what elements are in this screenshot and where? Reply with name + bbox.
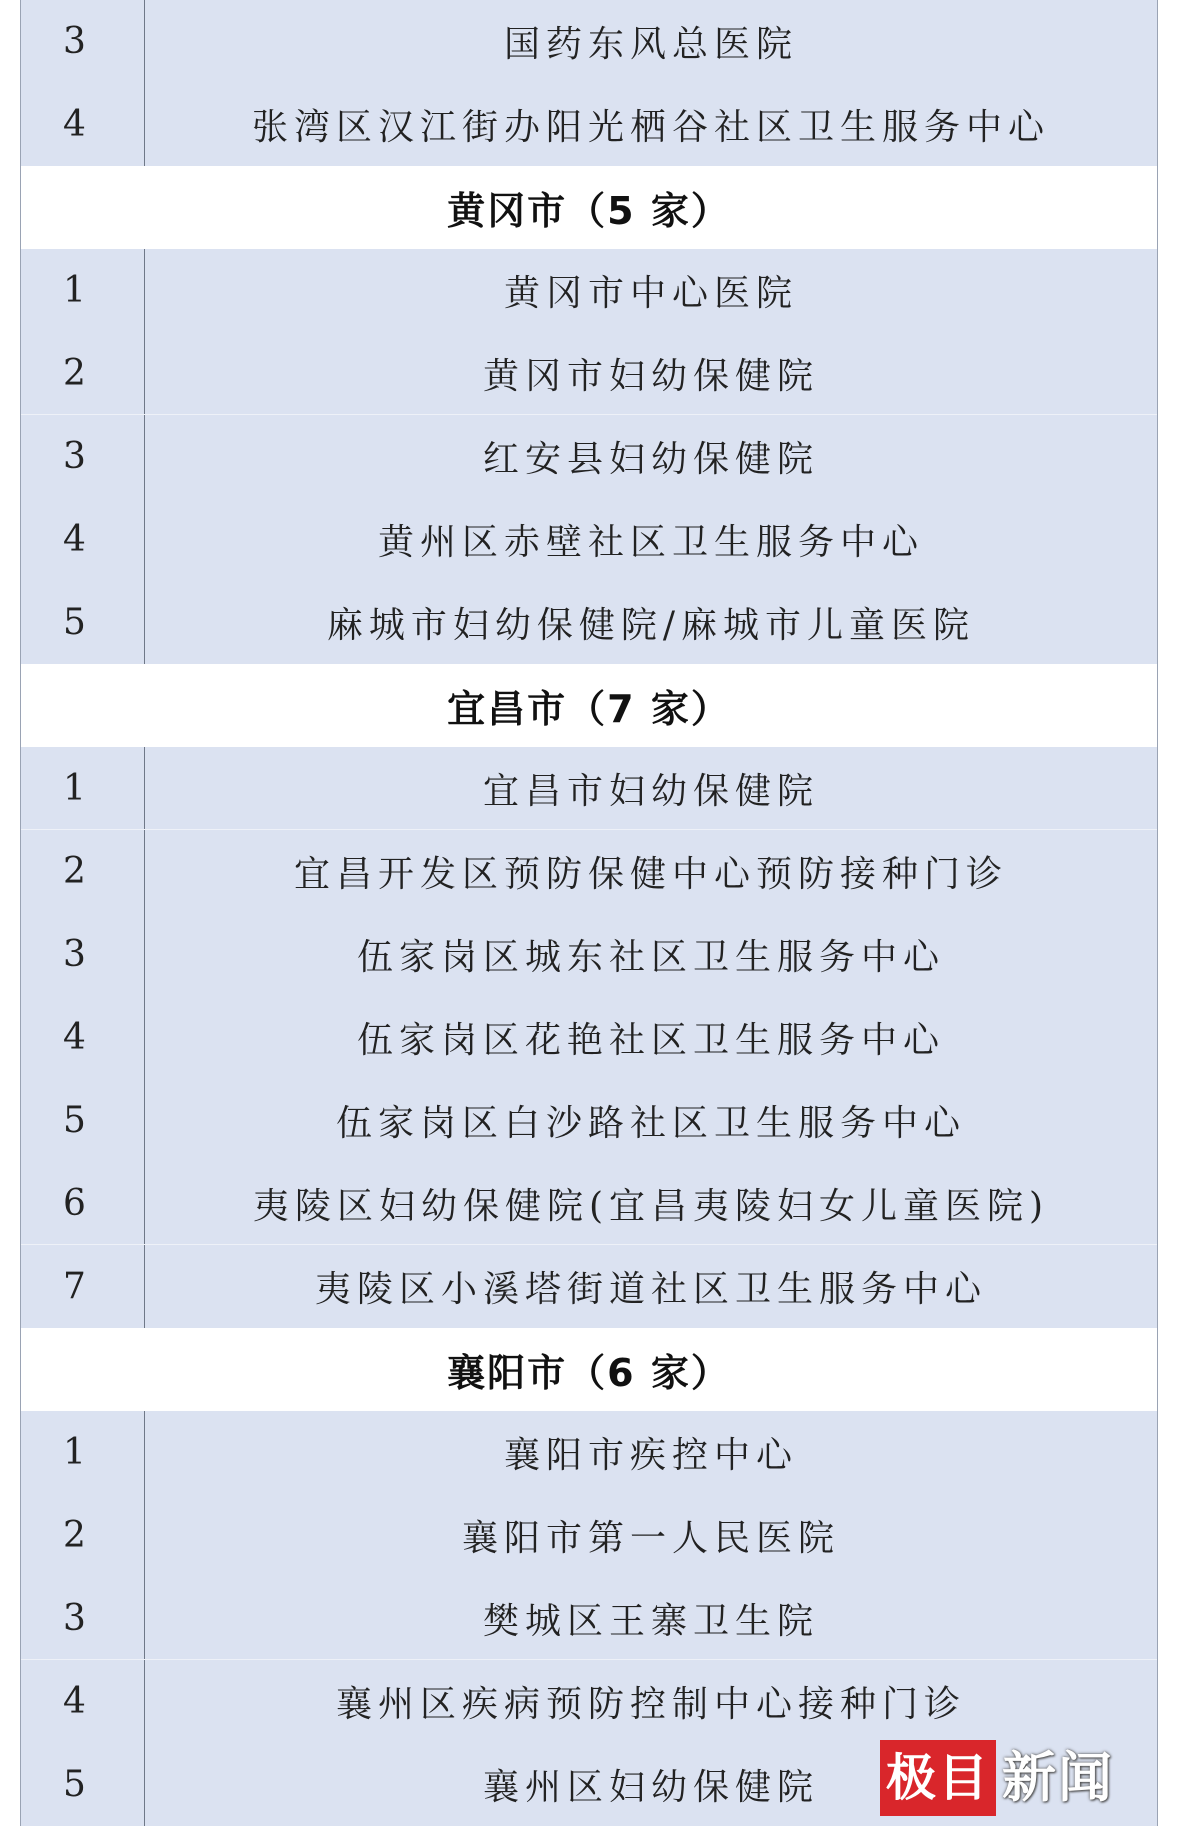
institution-name: 襄阳市第一人民医院 [461, 1518, 840, 1559]
table-row [21, 249, 1157, 332]
row-number: 1 [21, 1411, 145, 1494]
row-number: 2 [21, 830, 145, 913]
row-number: 3 [21, 0, 145, 83]
row-number: 2 [21, 1494, 145, 1577]
institution-name: 国药东风总医院 [503, 24, 798, 65]
row-number: 1 [21, 249, 145, 332]
row-number: 4 [21, 498, 145, 581]
watermark-text: 新闻 [1002, 1746, 1114, 1809]
row-number: 3 [21, 913, 145, 996]
institution-name: 夷陵区小溪塔街道社区卫生服务中心 [314, 1269, 987, 1310]
institution-name: 宜昌开发区预防保健中心预防接种门诊 [293, 854, 1008, 895]
institution-name: 红安县妇幼保健院 [482, 439, 819, 480]
row-number: 4 [21, 996, 145, 1079]
city-section-header: 襄阳市（6 家） [21, 1328, 1157, 1411]
institution-name: 黄冈市妇幼保健院 [482, 355, 819, 397]
row-number: 3 [21, 415, 145, 498]
row-number: 1 [21, 747, 145, 829]
row-number: 5 [21, 1743, 145, 1826]
table-row [21, 83, 1157, 166]
institution-name: 伍家岗区白沙路社区卫生服务中心 [335, 1103, 966, 1144]
table-row [21, 1162, 1157, 1245]
city-section-header: 黄冈市（5 家） [21, 166, 1157, 249]
row-number: 6 [21, 1162, 145, 1244]
city-section-header: 宜昌市（7 家） [21, 664, 1157, 747]
institution-name: 襄州区疾病预防控制中心接种门诊 [335, 1684, 966, 1725]
institution-name: 襄州区妇幼保健院 [482, 1767, 819, 1808]
table-row [21, 332, 1157, 415]
table-row [21, 996, 1157, 1079]
institution-name: 宜昌市妇幼保健院 [482, 770, 819, 812]
institution-name: 伍家岗区花艳社区卫生服务中心 [356, 1020, 945, 1061]
hospital-list-table [20, 0, 1158, 1826]
row-number: 4 [21, 1660, 145, 1743]
institution-name: 夷陵区妇幼保健院(宜昌夷陵妇女儿童医院) [252, 1185, 1050, 1227]
row-number: 5 [21, 581, 145, 664]
row-number: 2 [21, 332, 145, 414]
row-number: 4 [21, 83, 145, 166]
institution-name: 伍家岗区城东社区卫生服务中心 [356, 937, 945, 978]
table-row [21, 747, 1157, 830]
table-row [21, 498, 1157, 581]
institution-name: 张湾区汉江街办阳光栖谷社区卫生服务中心 [251, 107, 1050, 148]
table-row [21, 1245, 1157, 1328]
watermark-badge: 极目 [880, 1740, 996, 1816]
jimu-news-watermark [880, 1738, 1114, 1818]
table-row [21, 581, 1157, 664]
table-row [21, 1411, 1157, 1494]
table-row [21, 1660, 1157, 1743]
institution-name: 襄阳市疾控中心 [503, 1435, 798, 1476]
institution-name: 黄州区赤壁社区卫生服务中心 [377, 522, 924, 563]
table-row [21, 830, 1157, 913]
institution-name: 黄冈市中心医院 [503, 273, 798, 314]
table-row [21, 1079, 1157, 1162]
table-row [21, 1577, 1157, 1660]
row-number: 7 [21, 1245, 145, 1328]
table-row [21, 1494, 1157, 1577]
table-row [21, 415, 1157, 498]
table-row [21, 0, 1157, 83]
institution-name: 麻城市妇幼保健院/麻城市儿童医院 [326, 605, 976, 646]
row-number: 5 [21, 1079, 145, 1162]
institution-name: 樊城区王寨卫生院 [482, 1600, 819, 1642]
row-number: 3 [21, 1577, 145, 1659]
table-row [21, 913, 1157, 996]
